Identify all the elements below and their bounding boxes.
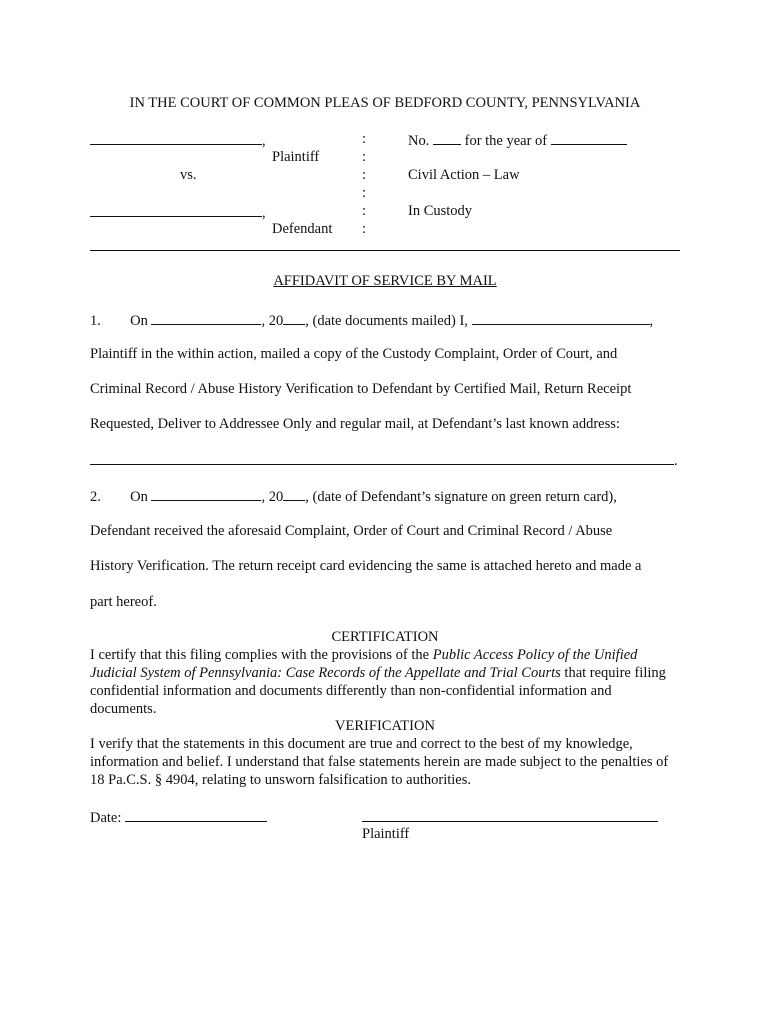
paragraph-number: 2.	[90, 489, 101, 505]
mailed-year-blank[interactable]	[283, 312, 305, 325]
mailed-date-blank[interactable]	[151, 312, 261, 325]
signature-plaintiff-label: Plaintiff	[362, 826, 410, 842]
case-number-line	[408, 132, 627, 149]
caption-colon: :	[362, 221, 367, 237]
affiant-name-blank[interactable]	[472, 312, 650, 325]
paragraph-2-text: History Verification. The return receipt card evidencing the same is attached hereto and made a	[90, 558, 642, 574]
custody-label: In Custody	[408, 203, 473, 219]
defendant-name-line[interactable]: ,	[90, 204, 266, 221]
action-type: Civil Action – Law	[408, 167, 520, 183]
defendant-label: Defendant	[272, 221, 333, 237]
date-blank[interactable]	[125, 809, 267, 822]
document-title: AFFIDAVIT OF SERVICE BY MAIL	[273, 273, 497, 289]
address-line[interactable]: .	[90, 452, 680, 469]
case-number-prefix: No.	[408, 133, 430, 149]
verification-heading: VERIFICATION	[335, 718, 435, 734]
paragraph-1-text: Requested, Deliver to Addressee Only and regular mail, at Defendant’s last known address:	[90, 416, 620, 432]
plaintiff-label: Plaintiff	[272, 149, 320, 165]
caption-colon: :	[362, 203, 367, 219]
paragraph-1-text: Criminal Record / Abuse History Verification to Defendant by Certified Mail, Return Receipt	[90, 381, 632, 397]
caption-colon: :	[362, 131, 367, 147]
case-number-blank[interactable]	[433, 132, 461, 145]
certification-text: I certify that this filing complies with the provisions of the Public Access Policy of the Unified Judicial System of Pennsylvania: Case Records of the Appellate and Trial Courts that require filing confidential information and documents differently than non-confidential information and documents.	[90, 647, 666, 717]
versus-label: vs.	[180, 167, 197, 183]
paragraph-number: 1.	[90, 313, 101, 329]
year-label: for the year of	[464, 133, 548, 149]
case-year-blank[interactable]	[551, 132, 627, 145]
caption-colon: :	[362, 167, 367, 183]
paragraph-2-text: part hereof.	[90, 594, 157, 610]
paragraph-2-text: Defendant received the aforesaid Complaint, Order of Court and Criminal Record / Abuse	[90, 523, 613, 539]
signature-line[interactable]	[362, 809, 658, 826]
date-line	[90, 809, 267, 826]
paragraph-1-line: 1. On , 20 , (date documents mailed) I, ,	[90, 313, 654, 329]
signature-date-blank[interactable]	[151, 488, 261, 501]
caption-colon: :	[362, 185, 367, 201]
plaintiff-name-line[interactable]: ,	[90, 132, 266, 149]
court-heading: IN THE COURT OF COMMON PLEAS OF BEDFORD COUNTY, PENNSYLVANIA	[129, 95, 641, 111]
date-label: Date:	[90, 810, 122, 826]
caption-colon: :	[362, 149, 367, 165]
signature-year-blank[interactable]	[283, 488, 305, 501]
paragraph-1-text: Plaintiff in the within action, mailed a copy of the Custody Complaint, Order of Court, and	[90, 346, 618, 362]
paragraph-2-line: 2. On , 20 , (date of Defendant’s signature on green return card),	[90, 489, 617, 505]
caption-divider	[90, 250, 680, 251]
certification-heading: CERTIFICATION	[331, 629, 439, 645]
verification-text: I verify that the statements in this document are true and correct to the best of my knowledge, information and belief. I understand that false statements herein are made subject to the penalties of 18 Pa.C.S. § 4904, relating to unsworn falsification to authorities.	[90, 736, 669, 788]
